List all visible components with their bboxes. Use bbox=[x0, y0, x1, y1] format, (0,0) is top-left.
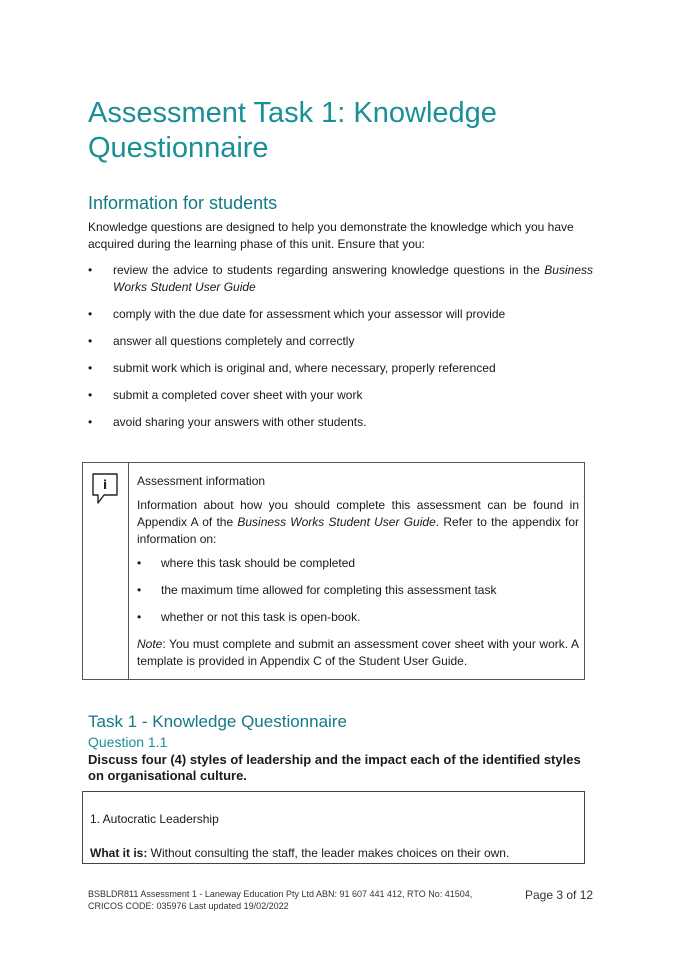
answer-line: What it is: Without consulting the staff, the leader makes choices on their own. bbox=[90, 846, 510, 860]
question-label: Question 1.1 bbox=[88, 734, 168, 750]
answer-title: 1. Autocratic Leadership bbox=[90, 812, 219, 826]
bullet-icon: • bbox=[88, 415, 93, 429]
question-text: Discuss four (4) styles of leadership and the impact each of the identified styles on organisational culture. bbox=[88, 752, 581, 783]
answer-box[interactable] bbox=[82, 791, 585, 864]
list-item: • review the advice to students regarding answering knowledge questions in the Business Works Student User Guide bbox=[88, 263, 593, 294]
bullet-icon: • bbox=[88, 307, 93, 321]
list-item: • avoid sharing your answers with other students. bbox=[88, 415, 367, 429]
box-list bbox=[137, 555, 579, 626]
bullet-icon: • bbox=[88, 361, 93, 375]
footer-info: BSBLDR811 Assessment 1 - Laneway Education Pty Ltd ABN: 91 607 441 412, RTO No: 41504, CRICOS CODE: 035976 Last updated 19/02/2022 bbox=[88, 889, 473, 911]
list-item: • submit work which is original and, where necessary, properly referenced bbox=[88, 361, 496, 375]
section-heading-information: Information for students bbox=[88, 193, 278, 213]
list-item: • answer all questions completely and correctly bbox=[88, 334, 355, 348]
box-paragraph: Information about how you should complete this assessment can be found in Appendix A of the Business Works Student User Guide. Refer to the appendix for information on: bbox=[137, 498, 580, 546]
bullet-icon: • bbox=[137, 583, 142, 597]
list-item: • the maximum time allowed for completing this assessment task bbox=[137, 583, 497, 597]
intro-paragraph: Knowledge questions are designed to help you demonstrate the knowledge which you have acquired during the learning phase of this unit. Ensure that you: bbox=[88, 220, 574, 251]
page-title: Assessment Task 1: Knowledge Questionnaire bbox=[88, 97, 497, 164]
list-item: • comply with the due date for assessment which your assessor will provide bbox=[88, 307, 506, 321]
bullet-icon: • bbox=[88, 334, 93, 348]
bullet-icon: • bbox=[137, 556, 142, 570]
assessment-information-box bbox=[82, 462, 585, 680]
bullet-icon: • bbox=[137, 610, 142, 624]
bullet-icon: • bbox=[88, 388, 93, 402]
page-number: Page 3 of 12 bbox=[525, 888, 594, 902]
list-item: • whether or not this task is open-book. bbox=[137, 610, 361, 624]
student-guidelines-list bbox=[88, 262, 593, 441]
bullet-icon: • bbox=[88, 263, 93, 277]
task-heading: Task 1 - Knowledge Questionnaire bbox=[88, 712, 347, 731]
svg-text:i: i bbox=[102, 478, 108, 492]
box-note: Note: You must complete and submit an assessment cover sheet with your work. A template is provided in Appendix C of the Student User Guide. bbox=[137, 637, 579, 668]
info-icon bbox=[91, 472, 119, 506]
list-item: • submit a completed cover sheet with your work bbox=[88, 388, 363, 402]
box-heading: Assessment information bbox=[137, 474, 266, 488]
list-item: • where this task should be completed bbox=[137, 556, 356, 570]
box-divider bbox=[128, 463, 129, 679]
